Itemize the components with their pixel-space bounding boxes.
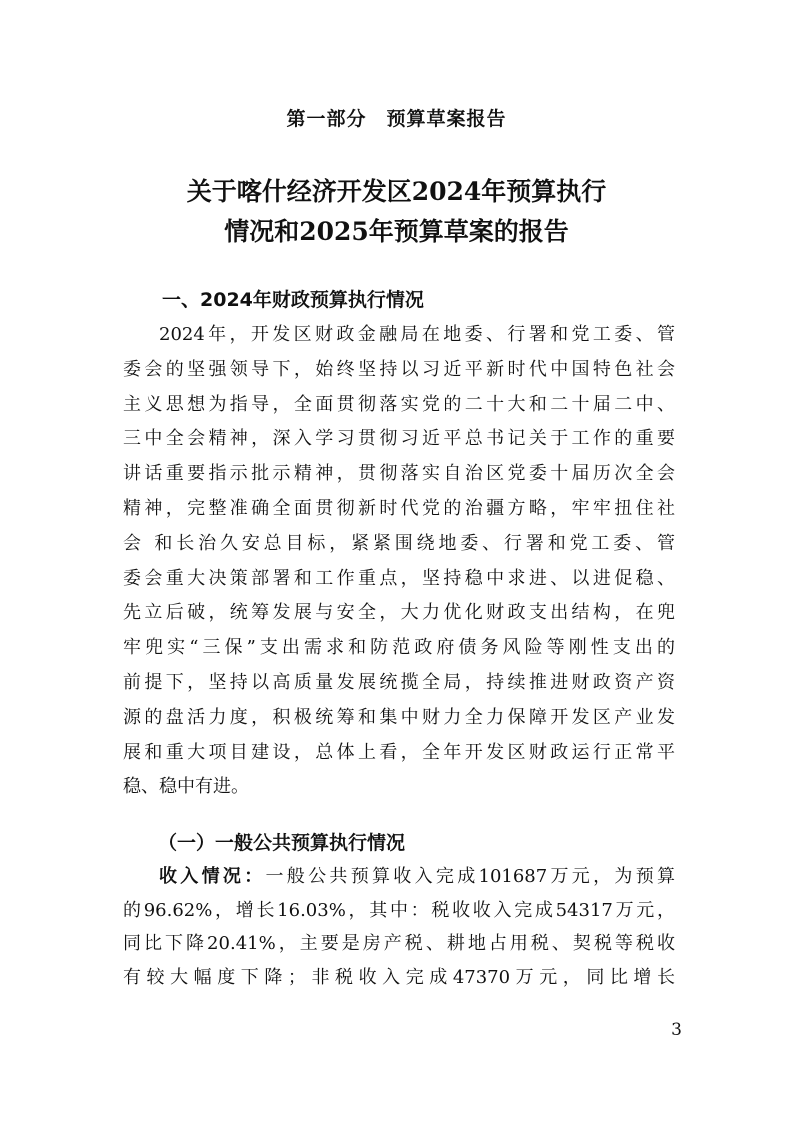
paragraph-line: 前提下，坚持以高质量发展统揽全局，持续推进财政资产资 <box>123 671 675 693</box>
paragraph-line: 源的盘活力度，积极统筹和集中财力全力保障开发区产业发 <box>123 706 675 728</box>
income-line: 有较大幅度下降；非税收入完成47370万元，同比增长 <box>123 966 675 988</box>
paragraph-line: 主义思想为指导，全面贯彻落实党的二十大和二十届二中、 <box>123 393 675 415</box>
paragraph-line: 三中全会精神，深入学习贯彻习近平总书记关于工作的重要 <box>123 428 675 450</box>
report-title <box>0 172 793 252</box>
paragraph-line: 2024年，开发区财政金融局在地委、行署和党工委、管 <box>159 324 675 345</box>
paragraph-line: 精神，完整准确全面贯彻新时代党的治疆方略，牢牢扭住社 <box>123 497 675 519</box>
sub-heading: （一）一般公共预算执行情况 <box>158 832 406 854</box>
paragraph-line: 牢兜实“三保”支出需求和防范政府债务风险等刚性支出的 <box>123 637 675 659</box>
paragraph-1 <box>123 318 675 805</box>
income-line-1-text: 一般公共预算收入完成101687万元，为预算 <box>265 866 675 887</box>
paragraph-line: 委会的坚强领导下，始终坚持以习近平新时代中国特色社会 <box>123 358 675 380</box>
paragraph-line: 会 和长治久安总目标，紧紧围绕地委、行署和党工委、管 <box>123 532 675 554</box>
page-number: 3 <box>671 1020 682 1040</box>
part-heading: 第一部分 预算草案报告 <box>286 108 507 130</box>
report-title-line-1: 关于喀什经济开发区2024年预算执行 <box>186 177 607 206</box>
report-title-line-2: 情况和2025年预算草案的报告 <box>224 217 569 246</box>
section-heading: 一、2024年财政预算执行情况 <box>162 289 424 311</box>
income-paragraph <box>123 860 675 994</box>
paragraph-line: 先立后破，统筹发展与安全，大力优化财政支出结构，在兜 <box>123 602 675 624</box>
income-line: 同比下降20.41%，主要是房产税、耕地占用税、契税等税收 <box>123 933 675 954</box>
income-line: 的96.62%，增长16.03%，其中：税收收入完成54317万元， <box>123 899 675 921</box>
income-lead: 收入情况： <box>159 866 266 887</box>
paragraph-line: 稳、稳中有进。 <box>123 776 249 798</box>
paragraph-line: 讲话重要指示批示精神，贯彻落实自治区党委十届历次全会 <box>123 463 675 485</box>
paragraph-line: 委会重大决策部署和工作重点，坚持稳中求进、以进促稳、 <box>123 567 675 589</box>
income-line-1 <box>123 860 675 894</box>
paragraph-line: 展和重大项目建设，总体上看，全年开发区财政运行正常平 <box>123 741 675 763</box>
